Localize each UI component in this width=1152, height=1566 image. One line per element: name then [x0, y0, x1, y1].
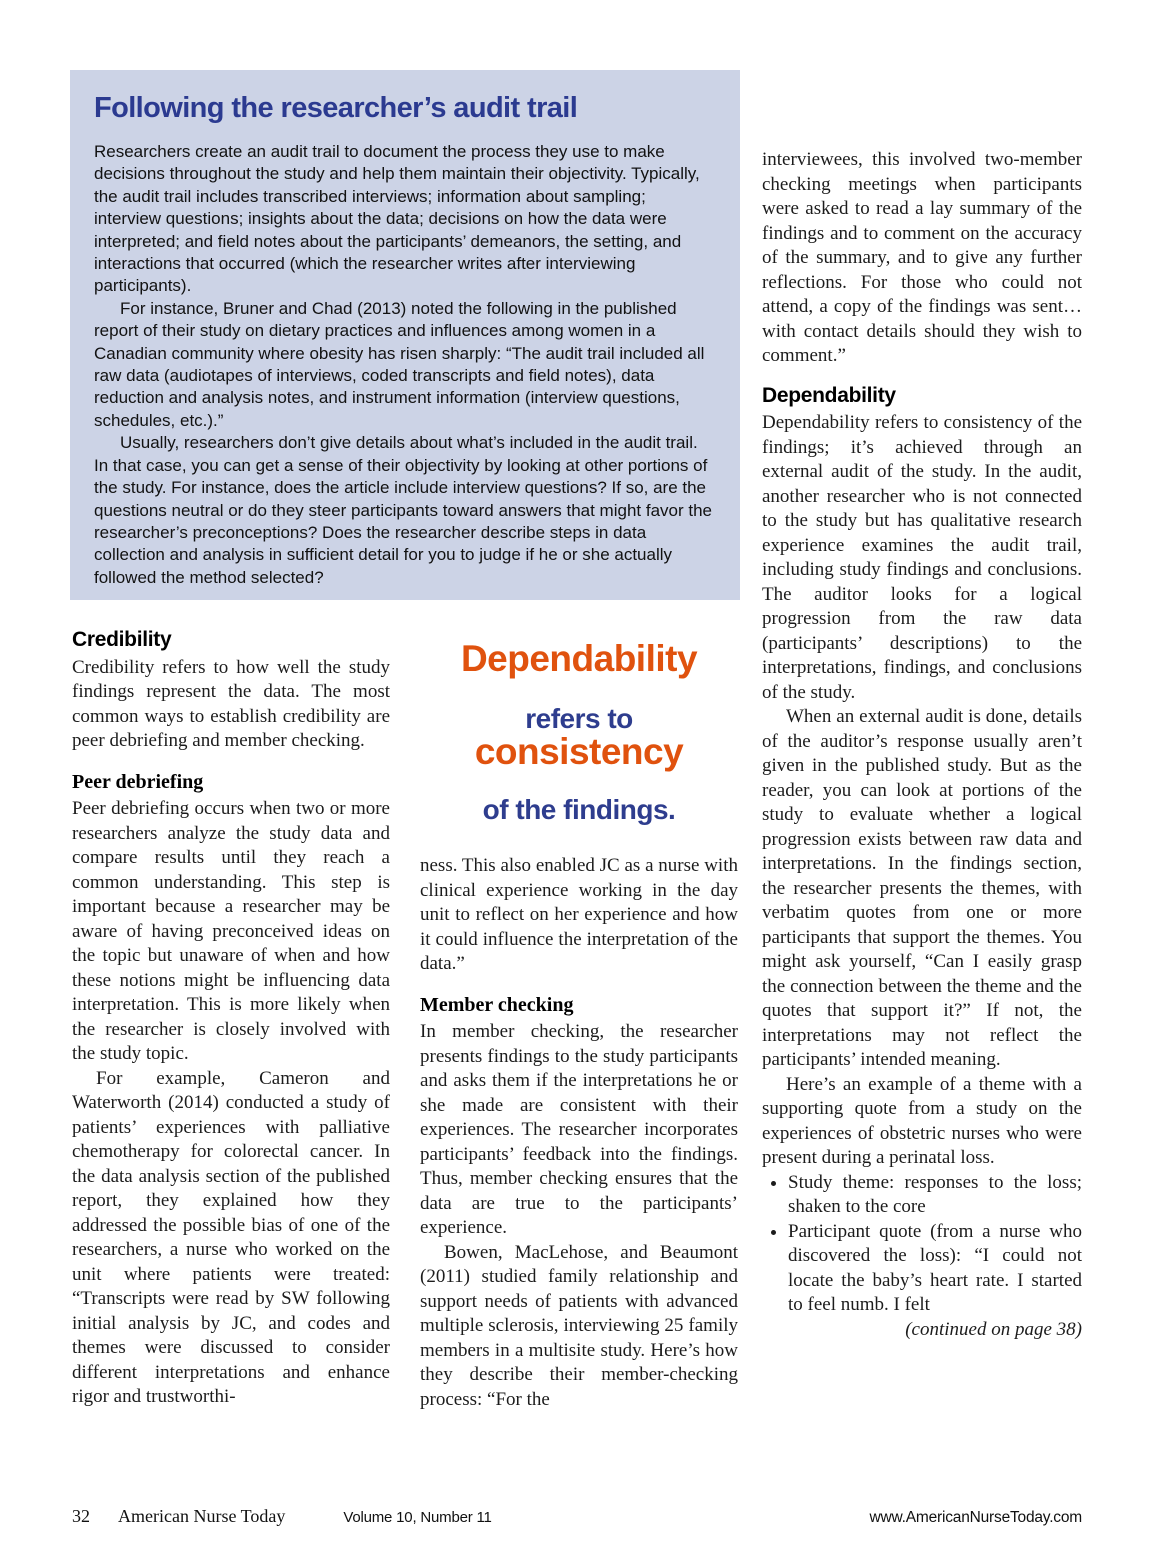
pull-quote	[420, 640, 738, 824]
page-number: 32	[72, 1506, 90, 1526]
list-item: • Study theme: responses to the loss; shaken to the core	[788, 1171, 1082, 1220]
sidebar-box-paragraph: For instance, Bruner and Chad (2013) noted the following in the published report of their study on dietary practices and influences among women in a Canadian community where obesity has risen sharply: “The audit trail included all raw data (audiotapes of interviews, coded transcripts and field notes), data reduction and analysis notes, and instrument information (interview questions, schedules, etc.).”	[94, 298, 705, 430]
credibility-intro-paragraph: Credibility refers to how well the study findings represent the data. The most common ways to establish credibility are peer debriefing and member checking.	[72, 656, 390, 751]
continued-on-page-note: (continued on page 38)	[905, 1318, 1082, 1340]
left-column	[72, 628, 390, 1410]
peer-debriefing-subheading: Peer debriefing	[72, 770, 204, 793]
member-checking-paragraph: Bowen, MacLehose, and Beaumont (2011) studied family relationship and support needs of patients with advanced multiple sclerosis, interviewing 25 family members in a multisite study. Here’s how they describe their member-checking process: “For the	[420, 1241, 738, 1410]
sidebar-box-paragraph: Usually, researchers don’t give details about what’s included in the audit trail. In that case, you can get a sense of their objectivity by looking at other portions of the study. For instance, does the article include interview questions? If so, are the questions neutral or do they steer participants toward answers that might favor the researcher’s preconceptions? Does the researcher describe steps in data collection and analysis in sufficient detail for you to judge if he or she actually followed the method selected?	[94, 433, 712, 587]
sidebar-box-paragraph: Researchers create an audit trail to document the process they use to make decisions throughout the study and help them maintain their objectivity. Typically, the audit trail includes transcribed interviews; information about sampling; interview questions; insights about the data; decisions on how the data were interpreted; and field notes about the participants’ demeanors, the setting, and interactions that occurred (which the researcher writes after interviewing participants).	[94, 142, 700, 296]
peer-debriefing-paragraph: Peer debriefing occurs when two or more researchers analyze the study data and compare results until they reach a common understanding. This step is important because a researcher may be aware of having preconceived ideas on the topic but unaware of when and how these notions might be influencing data interpretation. This is more likely when the researcher is closely involved with the study topic.	[72, 798, 390, 1064]
dependability-paragraph: Dependability refers to consistency of the findings; it’s achieved through an external audit of the study. In the audit, another researcher who is not connected to the study but has qualitative research experience examines the audit trail, including study findings and conclusions. The auditor looks for a logical progression from the raw data (participants’ descriptions) to the interpretations, findings, and conclusions of the study.	[762, 412, 1082, 703]
right-column	[762, 148, 1082, 1342]
website-url: www.AmericanNurseToday.com	[869, 1509, 1082, 1526]
member-checking-subheading: Member checking	[420, 993, 574, 1016]
dependability-heading: Dependability	[762, 383, 896, 407]
credibility-heading: Credibility	[72, 628, 172, 651]
sidebar-box-title: Following the researcher’s audit trail	[94, 92, 578, 124]
pull-quote-line-3: of the findings.	[482, 794, 676, 825]
member-checking-paragraph: In member checking, the researcher presents findings to the study participants and asks them if the interpretations he or she made are consistent with their experiences. The researcher incorporates participants’ feedback into the findings. Thus, member checking ensures that the data are true to the participants’ experience.	[420, 1021, 738, 1238]
continued-text-paragraph: interviewees, this involved two-member checking meetings when participants were asked to read a lay summary of the findings and to comment on the accuracy of the summary, and to give any further reflections. For those who could not attend, a copy of the findings was sent…with contact details should they wish to comment.”	[762, 149, 1082, 366]
middle-column	[420, 628, 738, 1412]
pull-quote-line-1: Dependability	[460, 638, 698, 679]
page-footer	[72, 1506, 1082, 1527]
dependability-paragraph: When an external audit is done, details of the auditor’s response usually aren’t given in the published study. But as the reader, you can look at portions of the study to evaluate whether a logical progression exists between raw data and interpretations. In the findings section, the researcher presents the themes, with verbatim quotes from one or more participants that support the themes. You might ask yourself, “Can I easily grasp the connection between the theme and the quotes that support it?” If not, the interpretations may not reflect the participants’ intended meaning.	[762, 706, 1082, 1070]
issue-label: Volume 10, Number 11	[343, 1509, 492, 1526]
peer-debriefing-paragraph: For example, Cameron and Waterworth (2014) conducted a study of patients’ experiences with palliative chemotherapy for colorectal cancer. In the data analysis section of the published report, they explained how they addressed the possible bias of one of the researchers, a nurse who worked on the unit where patients were treated: “Transcripts were read by SW following initial analysis by JC, and codes and themes were discussed to consider different interpretations and enhance rigor and trustworthi-	[72, 1067, 390, 1407]
pull-quote-line-2	[420, 705, 738, 770]
dependability-paragraph: Here’s an example of a theme with a supporting quote from a study on the experiences of obstetric nurses who were present during a perinatal loss.	[762, 1073, 1082, 1168]
publication-name: American Nurse Today	[118, 1506, 286, 1526]
pull-quote-line-2-prefix: refers to	[525, 703, 633, 734]
theme-example-list	[762, 1171, 1082, 1318]
audit-trail-sidebar-box	[70, 70, 740, 600]
pull-quote-line-2-emphasis: consistency	[474, 731, 684, 772]
list-item: • Participant quote (from a nurse who discovered the loss): “I could not locate the baby’s heart rate. I started to feel numb. I felt	[788, 1220, 1082, 1318]
continued-text-paragraph: ness. This also enabled JC as a nurse with clinical experience working in the day unit to reflect on her experience and how it could influence the interpretation of the data.”	[420, 855, 738, 974]
